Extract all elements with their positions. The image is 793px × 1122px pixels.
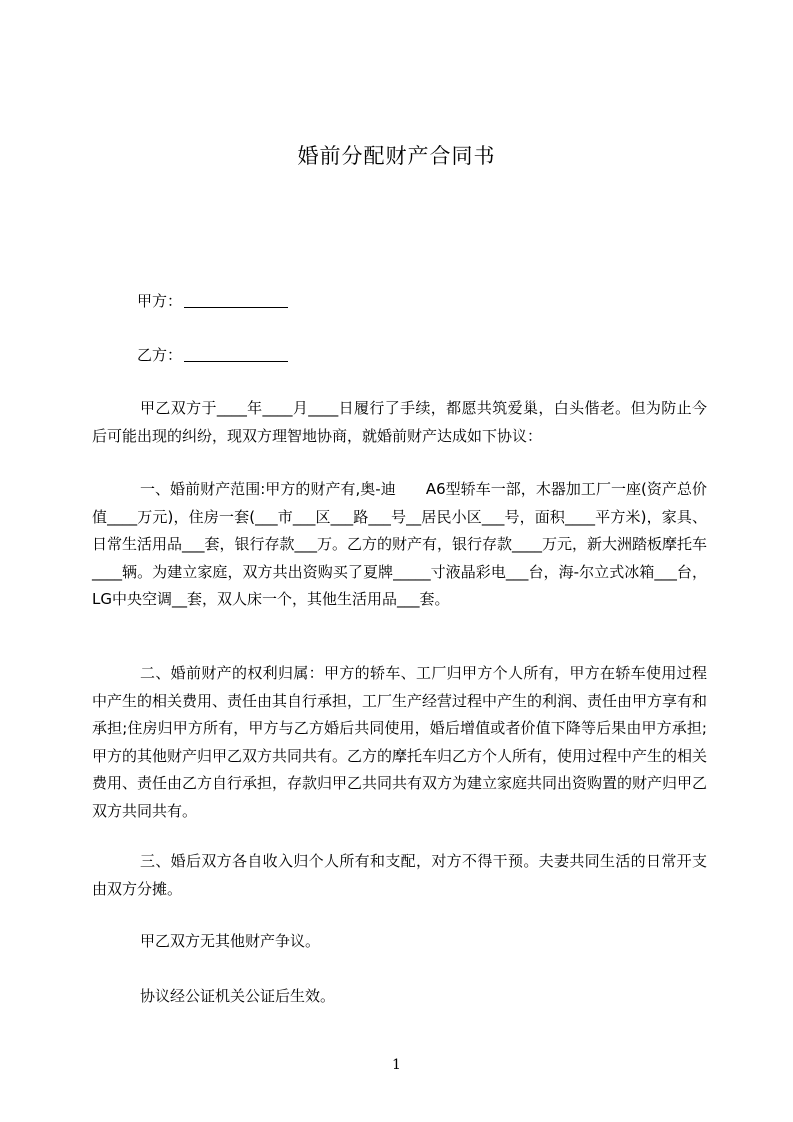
clause-1-paragraph: 一、婚前财产范围:甲方的财产有,奥-迪 A6型轿车一部，木器加工厂一座(资产总价值____万元)，住房一套(___市___区___路___号__居民小区___号，面积____平方米)，家具、日常生活用品___套，银行存款___万。乙方的财产有，银行存款____万元，新大洲踏板摩托车____辆。为建立家庭，双方共出资购买了夏牌_____寸液晶彩电___台，海-尔立式冰箱___台，LG中央空调__套，双人床一个，其他生活用品___套。 <box>92 480 708 608</box>
no-dispute-paragraph: 甲乙双方无其他财产争议。 <box>140 932 321 950</box>
page-number: 1 <box>392 1057 401 1073</box>
party-b-line <box>137 344 288 366</box>
document-title: 婚前分配财产合同书 <box>297 144 496 168</box>
party-b-blank <box>184 345 288 362</box>
party-a-label: 甲方： <box>137 292 183 310</box>
party-b-label: 乙方： <box>137 346 183 364</box>
clause-2-paragraph: 二、婚前财产的权利归属：甲方的轿车、工厂归甲方个人所有，甲方在轿车使用过程中产生的相关费用、责任由其自行承担，工厂生产经营过程中产生的利润、责任由甲方享有和承担;住房归甲方所有，甲方与乙方婚后共同使用，婚后增值或者价值下降等后果由甲方承担;甲方的其他财产归甲乙双方共同共有。乙方的摩托车归乙方个人所有，使用过程中产生的相关费用、责任由乙方自行承担，存款归甲乙共同共有双方为建立家庭共同出资购置的财产归甲乙双方共同共有。 <box>92 664 708 820</box>
intro-paragraph: 甲乙双方于____年____月____日履行了手续，都愿共筑爱巢，白头偕老。但为防止今后可能出现的纠纷，现双方理智地协商，就婚前财产达成如下协议： <box>92 399 707 445</box>
clause-3-paragraph: 三、婚后双方各自收入归个人所有和支配，对方不得干预。夫妻共同生活的日常开支由双方分摊。 <box>92 852 707 898</box>
party-a-blank <box>184 291 288 308</box>
effective-paragraph: 协议经公证机关公证后生效。 <box>140 987 336 1005</box>
party-a-line <box>137 290 288 312</box>
